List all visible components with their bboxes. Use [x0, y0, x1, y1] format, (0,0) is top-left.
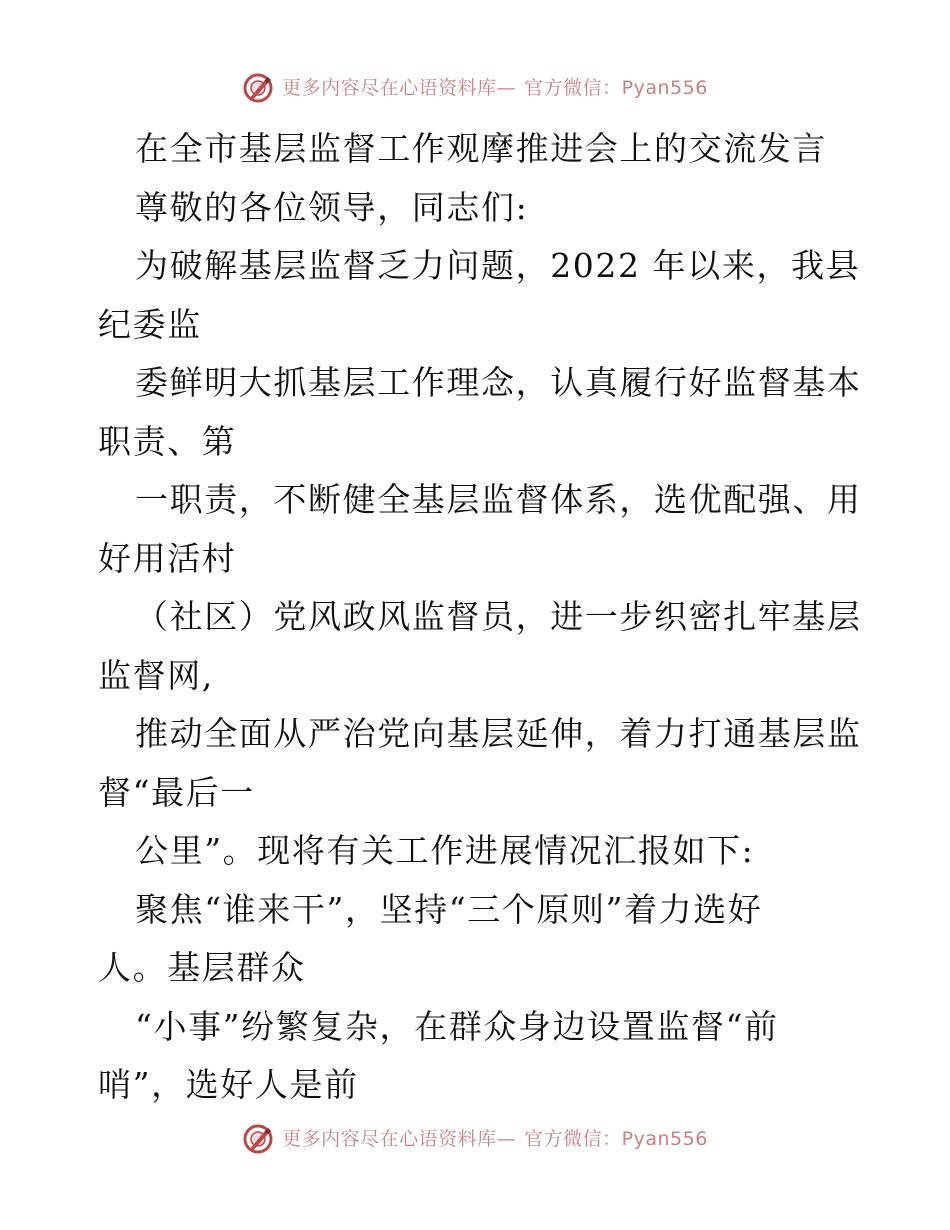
text-line: 在全市基层监督工作观摩推进会上的交流发言: [135, 129, 827, 168]
text-line: 尊敬的各位领导，同志们:: [135, 187, 529, 227]
text-line: 推动全面从严治党向基层延伸，着力打通基层监: [135, 714, 862, 753]
document-body: [98, 120, 862, 1115]
text-line: “小事”纷繁复杂，在群众身边设置监督“前: [135, 1006, 779, 1046]
text-line: 为破解基层监督乏力问题，2022 年以来，我县: [135, 246, 861, 285]
pen-in-circle-icon: [242, 72, 274, 104]
pen-in-circle-icon: [242, 1123, 274, 1155]
watermark-right-text: 官方微信：Pyan556: [524, 1128, 708, 1150]
text-line: （社区）党风政风监督员，进一步织密扎牢基层: [135, 597, 862, 636]
text-line: 聚焦“谁来干”，坚持“三个原则”着力选好: [135, 889, 763, 929]
watermark-left-text: 更多内容尽在心语资料库—: [282, 1128, 517, 1150]
header-watermark: [0, 72, 950, 104]
text-line: 哨”，选好人是前: [98, 1065, 359, 1104]
text-line: 监督网,: [98, 655, 214, 695]
text-line: 好用活村: [98, 538, 237, 578]
text-line: 纪委监: [98, 304, 202, 344]
watermark-left-text: 更多内容尽在心语资料库—: [282, 77, 517, 99]
text-line: 督“最后一: [98, 772, 255, 812]
footer-watermark: [0, 1123, 950, 1155]
text-line: 公里”。现将有关工作进展情况汇报如下:: [135, 831, 755, 870]
text-line: 职责、第: [98, 421, 237, 461]
text-line: 委鲜明大抓基层工作理念，认真履行好监督基本: [135, 363, 862, 402]
watermark-right-text: 官方微信：Pyan556: [524, 77, 708, 99]
text-line: 一职责，不断健全基层监督体系，选优配强、用: [135, 480, 862, 519]
text-line: 人。基层群众: [98, 948, 306, 987]
